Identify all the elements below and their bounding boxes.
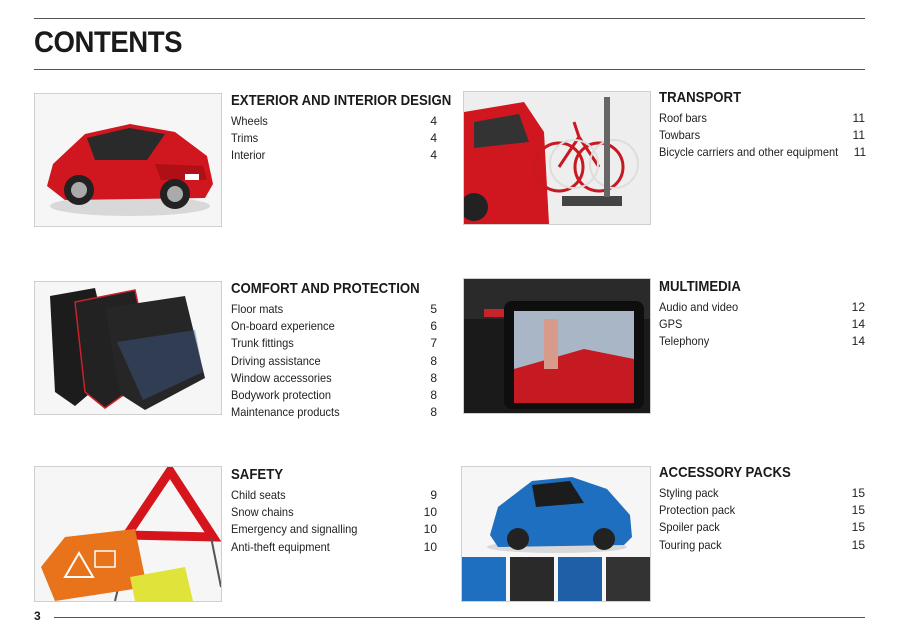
toc-entry[interactable]: Emergency and signalling 10 [231,522,437,537]
toc-entry[interactable]: Roof bars 11 [659,111,865,125]
page-number: 3 [34,609,41,623]
toc-entry[interactable]: Trims 4 [231,131,437,146]
page-title: CONTENTS [34,26,183,59]
section-heading: ACCESSORY PACKS [659,464,791,481]
toc-entry[interactable]: Bodywork protection 8 [231,388,437,403]
footer-rule [54,617,865,618]
toc-entry[interactable]: Floor mats 5 [231,302,437,316]
safety-triangle-image [34,466,222,602]
toc-entry[interactable]: Driving assistance 8 [231,353,437,368]
toc-entry[interactable]: Interior 4 [231,148,437,163]
section-heading: EXTERIOR AND INTERIOR DESIGN [231,92,452,109]
section-heading: COMFORT AND PROTECTION [231,280,420,297]
section-transport [659,89,865,162]
toc-entry[interactable]: Snow chains 10 [231,505,437,520]
multimedia-image [463,278,651,414]
toc-entry[interactable]: Anti-theft equipment 10 [231,539,437,554]
toc-entry[interactable]: Audio and video 12 [659,300,865,314]
toc-entry[interactable]: Towbars 11 [659,128,865,143]
toc-entry[interactable]: Telephony 14 [659,334,865,349]
section-safety [231,466,437,556]
top-rule [34,18,865,19]
bicycle-carrier-image [463,91,651,225]
accessory-packs-image [461,466,651,602]
section-multimedia [659,278,865,351]
section-heading: SAFETY [231,466,284,483]
red-car-image [34,93,222,227]
toc-entry[interactable]: Protection pack 15 [659,503,865,518]
section-heading: MULTIMEDIA [659,278,741,295]
toc-entry[interactable]: Wheels 4 [231,114,437,128]
section-comfort [231,280,437,421]
title-rule [34,69,865,70]
toc-entry[interactable]: GPS 14 [659,317,865,332]
section-heading: TRANSPORT [659,89,742,106]
toc-entry[interactable]: Touring pack 15 [659,537,865,552]
floor-mats-image [34,281,222,415]
toc-entry[interactable]: Styling pack 15 [659,486,865,500]
toc-entry[interactable]: Spoiler pack 15 [659,520,865,535]
toc-entry[interactable]: Bicycle carriers and other equipment 11 [659,145,867,160]
toc-entry[interactable]: Window accessories 8 [231,370,437,385]
section-packs [659,464,865,554]
toc-entry[interactable]: Maintenance products 8 [231,405,437,420]
section-exterior [231,92,452,165]
toc-entry[interactable]: Child seats 9 [231,488,437,502]
toc-entry[interactable]: Trunk fittings 7 [231,336,437,351]
toc-entry[interactable]: On-board experience 6 [231,319,437,334]
